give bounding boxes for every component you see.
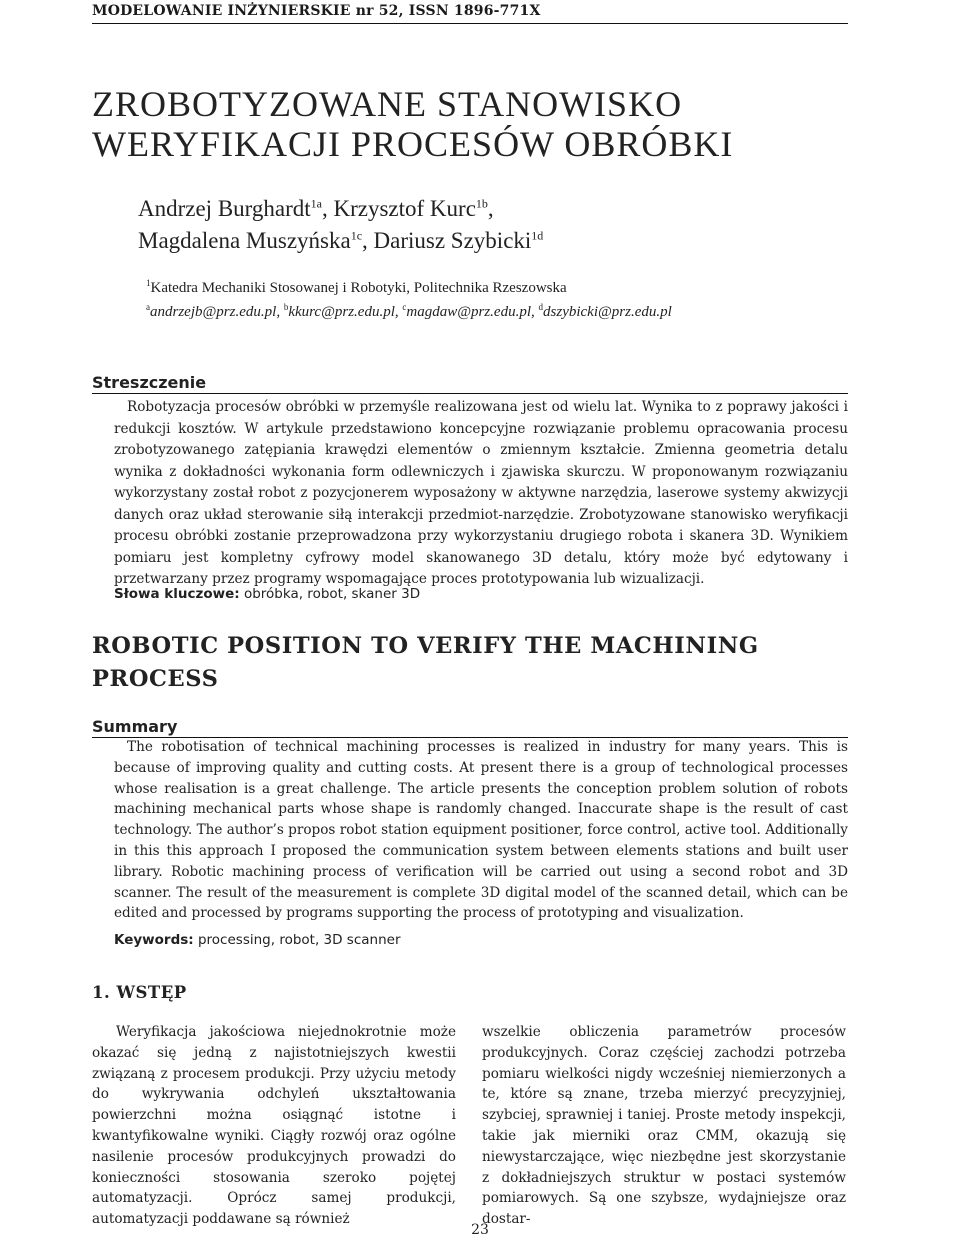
section-heading: 1. WSTĘP [92,983,187,1002]
email-link[interactable]: magdaw@prz.edu.pl [406,304,532,320]
email-link[interactable]: andrzejb@prz.edu.pl [150,304,277,320]
abstract-paragraph: Robotyzacja procesów obróbki w przemyśle realizowana jest od wielu lat. Wynika to z poprawy jakości i redukcji kosztów. W artykule przedstawiono koncepcyjne rozwiązanie problemu opracowania procesu zrobotyzowanego zatępiania krawędzi elementów o zmiennym kształcie. Zmienna geometria detalu wynika z dokładności wykonania form odlewniczych i zjawiska skurczu. W proponowanym rozwiązaniu wykorzystany został robot z pozycjonerem wyposażony w aktywne narzędzia, laserowe systemy akwizycji danych oraz układ sterowanie siłą interakcji przedmiot-narzędzie. Zrobotyzowane stanowisko weryfikacji procesu obróbki zostanie przeprowadzona przy wykorzystaniu drugiego robota i skanera 3D. Wynikiem pomiaru jest kompletny cyfrowy model skanowanego 3D detalu, który może być edytowany i przetwarzany przez programy wspomagające proces prototypowania lub wizualizacji. [114,399,848,587]
authors-line1 [138,193,858,225]
keywords-pl [114,586,420,602]
author-name: Krzysztof Kurc [333,196,476,221]
body-column-left [92,1022,456,1230]
title-english [92,630,862,696]
email-line [146,300,856,324]
keywords-text: obróbka, robot, skaner 3D [239,586,421,602]
email-sup: a [146,302,150,312]
affiliation-block [146,276,856,324]
email-sup: d [538,302,544,312]
summary-body [114,737,848,924]
keywords-label: Słowa kluczowe: [114,586,240,602]
keywords-text: processing, robot, 3D scanner [193,932,401,948]
author-name: Magdalena Muszyńska [138,228,351,253]
header-rule [92,23,848,24]
abstract-body [114,397,848,591]
author-sep: , [487,196,494,221]
author-name: Andrzej Burghardt [138,196,311,221]
title-english-line1: ROBOTIC POSITION TO VERIFY THE MACHINING [92,633,759,659]
email-link[interactable]: dszybicki@prz.edu.pl [543,304,672,320]
author-sep: , [362,228,374,253]
affiliation-line [146,276,856,300]
author-sup: 1a [310,196,322,211]
summary-paragraph: The robotisation of technical machining processes is realized in industry for many years. This is because of improving quality and cutting costs. At present there is a group of technological processes whose realisation is a great challenge. The article presents the conception problem solution of robots machining mechanical parts whose shape is randomly changed. Inaccurate shape is the result of cast technology. The author’s propos robot station equipment positioner, force control, active tool. Additionally in this this approach I proposed the communication system between elements stations and built user library. Robotic machining process of verification will be carried out using a second robot and 3D scanner. The result of the measurement is complete 3D digital model of the scanned detail, which can be edited and processed by programs supporting the process of prototyping and visualization. [114,739,848,922]
author-name: Dariusz Szybicki [373,228,532,253]
abstract-heading-text: Streszczenie [92,373,207,392]
body-paragraph: wszelkie obliczenia parametrów procesów produkcyjnych. Coraz częściej zachodzi potrzeba pomiaru wielkości nigdy wcześniej niemierzonych a te, które są znane, trzeba mierzyć precyzyjniej, szybciej, sprawniej i taniej. Proste metody inspekcji, takie jak mierniki oraz CMM, okazują się niewystarczające, więc niezbędne jest skorzystanie z dokładniejszych struktur w postaci systemów pomiarowych. Są one szybsze, wydajniejsze oraz dostar- [482,1024,846,1228]
email-sep: , [531,304,539,320]
summary-heading [92,717,848,736]
title-polish-line1: ZROBOTYZOWANE STANOWISKO [92,84,683,124]
affiliation-sup: 1 [146,278,151,288]
journal-header: MODELOWANIE INŻYNIERSKIE nr 52, ISSN 1896-771X [92,3,541,19]
authors-line2 [138,225,858,257]
email-sep: , [276,304,284,320]
author-sup: 1d [531,228,544,243]
email-link[interactable]: kkurc@prz.edu.pl [288,304,395,320]
author-list [138,193,858,257]
title-polish-line2: WERYFIKACJI PROCESÓW OBRÓBKI [92,124,734,164]
summary-heading-text: Summary [92,717,178,736]
abstract-rule [92,393,848,394]
abstract-heading [92,373,848,392]
author-sup: 1b [475,196,488,211]
title-polish [92,84,862,164]
email-sup: c [402,302,407,312]
keywords-label: Keywords: [114,932,194,948]
body-paragraph: Weryfikacja jakościowa niejednokrotnie może okazać się jedną z najistotniejszych kwestii związaną z procesem produkcji. Przy użyciu metody do wykrywania odchyleń ukształtowania powierzchni można osiągnąć istotne i kwantyfikowalne wyniki. Ciągły rozwój oraz ogólne nasilenie procesów produkcyjnych prowadzi do konieczności stosowania szeroko pojętej automatyzacji. Oprócz samej produkcji, automatyzacji poddawane są również [92,1024,456,1228]
author-sup: 1c [350,228,363,243]
email-sup: b [283,302,289,312]
page-number: 23 [471,1222,489,1238]
email-sep: , [394,304,403,320]
keywords-en [114,932,401,948]
body-column-right [482,1022,846,1230]
author-sep: , [322,196,334,221]
title-english-line2: PROCESS [92,666,219,692]
affiliation-text: Katedra Mechaniki Stosowanej i Robotyki, Politechnika Rzeszowska [150,280,567,296]
